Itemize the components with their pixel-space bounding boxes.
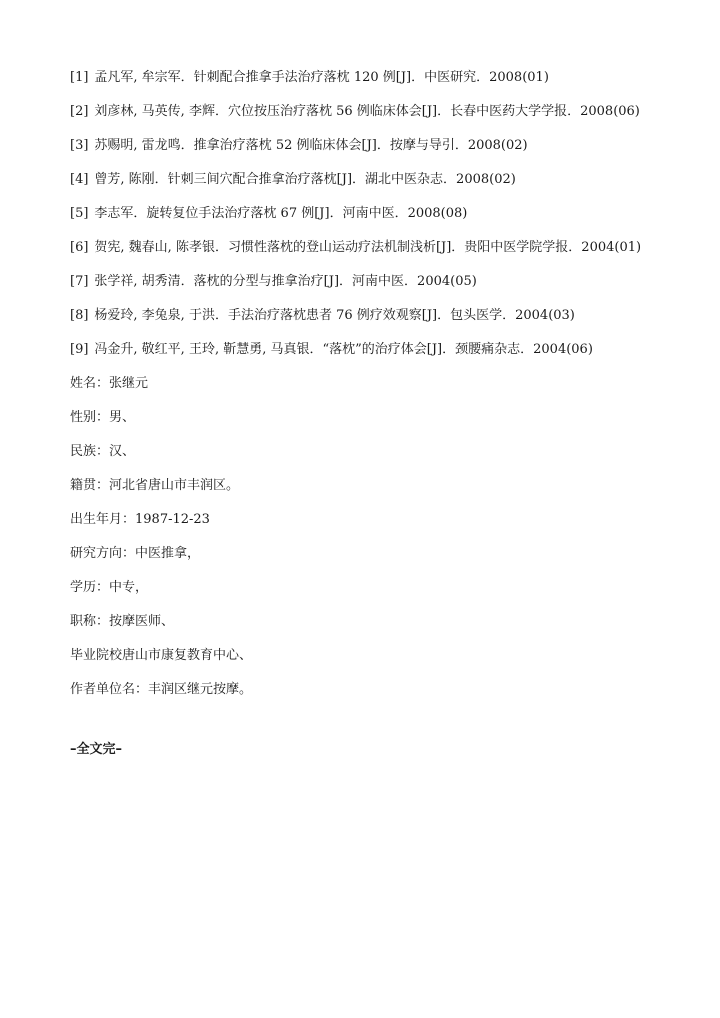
- reference-item: [70, 134, 660, 158]
- reference-item: [70, 66, 660, 90]
- reference-item: [70, 304, 660, 328]
- reference-item: [70, 100, 660, 124]
- author-birthdate: 出生年月：1987-12-23: [70, 512, 210, 527]
- reference-text: 曾芳, 陈刚．针刺三间穴配合推拿治疗落枕[J]．湖北中医杂志．2008(02): [94, 172, 516, 187]
- reference-item: [70, 168, 660, 192]
- author-research-field: 研究方向：中医推拿，: [70, 546, 201, 561]
- reference-list: [70, 66, 660, 362]
- reference-number: [6]: [70, 240, 89, 255]
- reference-number: [1]: [70, 70, 89, 85]
- reference-text: 苏赐明, 雷龙鸣．推拿治疗落枕 52 例临床体会[J]．按摩与导引．2008(02): [94, 138, 528, 153]
- reference-text: 冯金升, 敬红平, 王玲, 靳慧勇, 马真银．“落枕”的治疗体会[J]．颈腰痛杂志．2004(06): [94, 342, 593, 357]
- end-of-text-mark: –全文完–: [70, 742, 123, 757]
- author-info: [70, 372, 660, 702]
- reference-item: [70, 236, 660, 260]
- reference-text: 刘彦林, 马英传, 李辉．穴位按压治疗落枕 56 例临床体会[J]．长春中医药大学学报．2008(06): [94, 104, 640, 119]
- reference-number: [7]: [70, 274, 89, 289]
- reference-text: 李志军．旋转复位手法治疗落枕 67 例[J]．河南中医．2008(08): [94, 206, 468, 221]
- reference-number: [4]: [70, 172, 89, 187]
- reference-number: [9]: [70, 342, 89, 357]
- reference-number: [8]: [70, 308, 89, 323]
- reference-item: [70, 338, 660, 362]
- author-school: 毕业院校唐山市康复教育中心、: [70, 648, 253, 663]
- author-hometown: 籍贯：河北省唐山市丰润区。: [70, 478, 240, 493]
- author-name: 姓名：张继元: [70, 376, 149, 391]
- author-affiliation: 作者单位名：丰润区继元按摩。: [70, 682, 253, 697]
- reference-text: 孟凡军, 牟宗军．针刺配合推拿手法治疗落枕 120 例[J]．中医研究．2008(01): [94, 70, 549, 85]
- reference-text: 杨爱玲, 李兔泉, 于洪．手法治疗落枕患者 76 例疗效观察[J]．包头医学．2004(03): [94, 308, 575, 323]
- author-education: 学历：中专，: [70, 580, 149, 595]
- reference-number: [3]: [70, 138, 89, 153]
- author-ethnicity: 民族：汉、: [70, 444, 136, 459]
- reference-number: [5]: [70, 206, 89, 221]
- reference-number: [2]: [70, 104, 89, 119]
- author-gender: 性别：男、: [70, 410, 136, 425]
- reference-text: 张学祥, 胡秀清．落枕的分型与推拿治疗[J]．河南中医．2004(05): [94, 274, 477, 289]
- document-content: [70, 66, 660, 762]
- author-title: 职称：按摩医师、: [70, 614, 175, 629]
- reference-item: [70, 270, 660, 294]
- reference-item: [70, 202, 660, 226]
- reference-text: 贺宪, 魏春山, 陈孝银．习惯性落枕的登山运动疗法机制浅析[J]．贵阳中医学院学报．2004(01): [94, 240, 642, 255]
